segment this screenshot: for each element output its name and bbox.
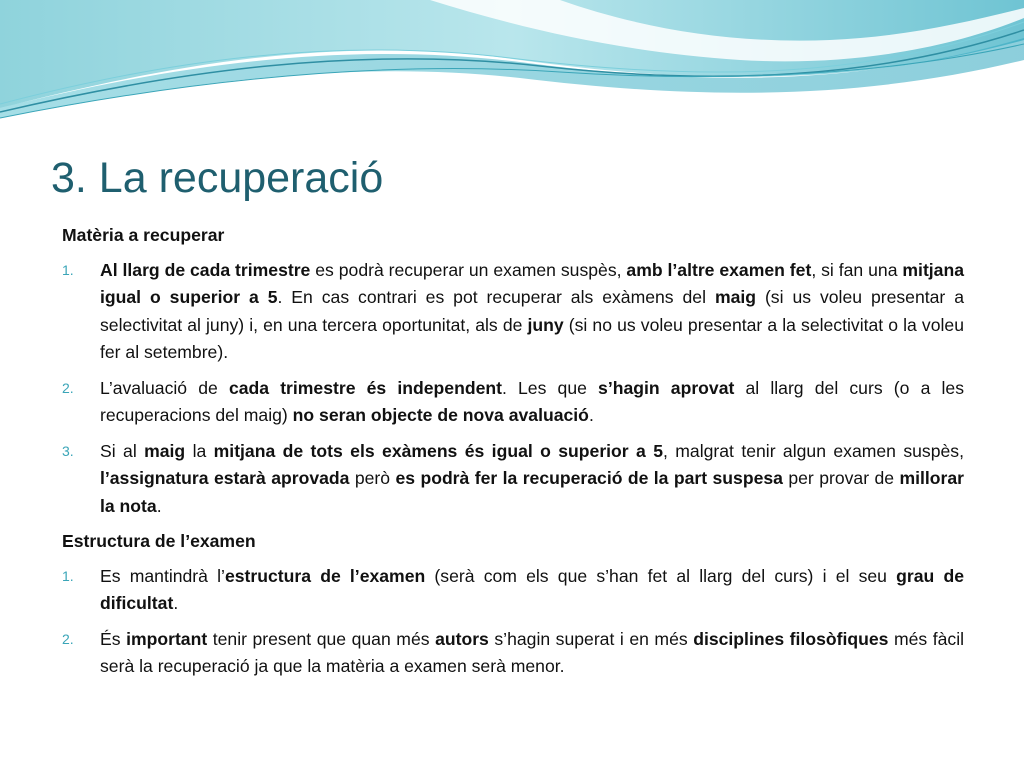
bold-text: maig — [144, 440, 186, 461]
bold-text: maig — [714, 287, 757, 307]
numbered-list — [62, 563, 964, 681]
list-item-text — [100, 378, 964, 426]
list-item — [62, 257, 964, 367]
text-run: (si no us voleu presentar a la selectivitat o la voleu fer al setembre). — [100, 314, 964, 362]
slide-title: 3. La recuperació — [51, 154, 384, 202]
section-estructura — [62, 528, 964, 681]
text-run: però — [349, 468, 396, 488]
section-materia — [62, 222, 964, 520]
bold-text: important — [126, 628, 208, 649]
list-number: 1. — [62, 567, 74, 584]
text-run: És — [100, 628, 127, 649]
list-item — [62, 438, 964, 521]
list-item-text — [100, 629, 964, 677]
text-run: al llarg del curs (o a les recuperacions del maig) — [100, 377, 965, 425]
text-run: es podrà recuperar un examen suspès, — [310, 259, 627, 280]
list-item-text — [100, 566, 964, 614]
text-run: la — [185, 440, 214, 461]
slide-body — [62, 222, 964, 689]
text-run: per provar de — [782, 468, 900, 488]
list-number: 1. — [62, 261, 74, 278]
list-item-text — [100, 441, 964, 516]
bold-text: cada trimestre és independent — [228, 377, 502, 398]
bold-text: disciplines filosòfiques — [693, 628, 889, 649]
bold-text: juny — [527, 314, 564, 335]
bold-text: millorar la nota — [100, 468, 964, 516]
list-item — [62, 626, 964, 681]
text-run: , si fan una — [811, 259, 903, 280]
section-heading: Estructura de l’examen — [62, 531, 256, 551]
text-run: L’avaluació de — [100, 377, 229, 398]
bold-text: mitjana de tots els exàmens és igual o superior a 5 — [213, 440, 663, 461]
section-heading: Matèria a recuperar — [62, 225, 225, 245]
text-run: (si us voleu presentar a selectivitat al juny) i, en una tercera oportunitat, als de — [100, 287, 964, 335]
list-number: 2. — [62, 379, 74, 396]
bold-text: estructura de l’examen — [224, 565, 426, 586]
bold-text: es podrà fer la recuperació de la part suspesa — [395, 468, 783, 488]
text-run: Es mantindrà l’ — [100, 565, 225, 586]
bold-text: amb l’altre examen fet — [626, 259, 812, 280]
text-run: (serà com els que s’han fet al llarg del curs) i el seu — [425, 565, 897, 586]
list-item-text — [100, 260, 964, 363]
bold-text: Al llarg de cada trimestre — [100, 259, 311, 280]
text-run: . — [173, 593, 179, 613]
text-run: , malgrat tenir algun examen suspès, — [663, 440, 964, 461]
text-run: . En cas contrari es pot recuperar als exàmens del — [277, 287, 715, 307]
bold-text: l’assignatura estarà aprovada — [100, 468, 350, 488]
text-run: tenir present que quan més — [207, 628, 436, 649]
wave-banner — [0, 0, 1024, 125]
list-number: 2. — [62, 630, 74, 647]
text-run: s’hagin superat i en més — [488, 628, 694, 649]
numbered-list — [62, 257, 964, 521]
list-number: 3. — [62, 442, 74, 459]
bold-text: grau de dificultat — [100, 565, 964, 613]
text-run: més fàcil serà la recuperació ja que la matèria a examen serà menor. — [100, 628, 965, 676]
text-run: . Les que — [501, 377, 599, 398]
bold-text: mitjana igual o superior a 5 — [100, 259, 965, 307]
bold-text: autors — [435, 628, 489, 649]
text-run: Si al — [100, 440, 145, 461]
bold-text: s’hagin aprovat — [598, 377, 735, 398]
text-run: . — [588, 405, 594, 425]
text-run: . — [156, 495, 162, 516]
bold-text: no seran objecte de nova avaluació — [292, 405, 589, 425]
list-item — [62, 563, 964, 618]
list-item — [62, 375, 964, 430]
